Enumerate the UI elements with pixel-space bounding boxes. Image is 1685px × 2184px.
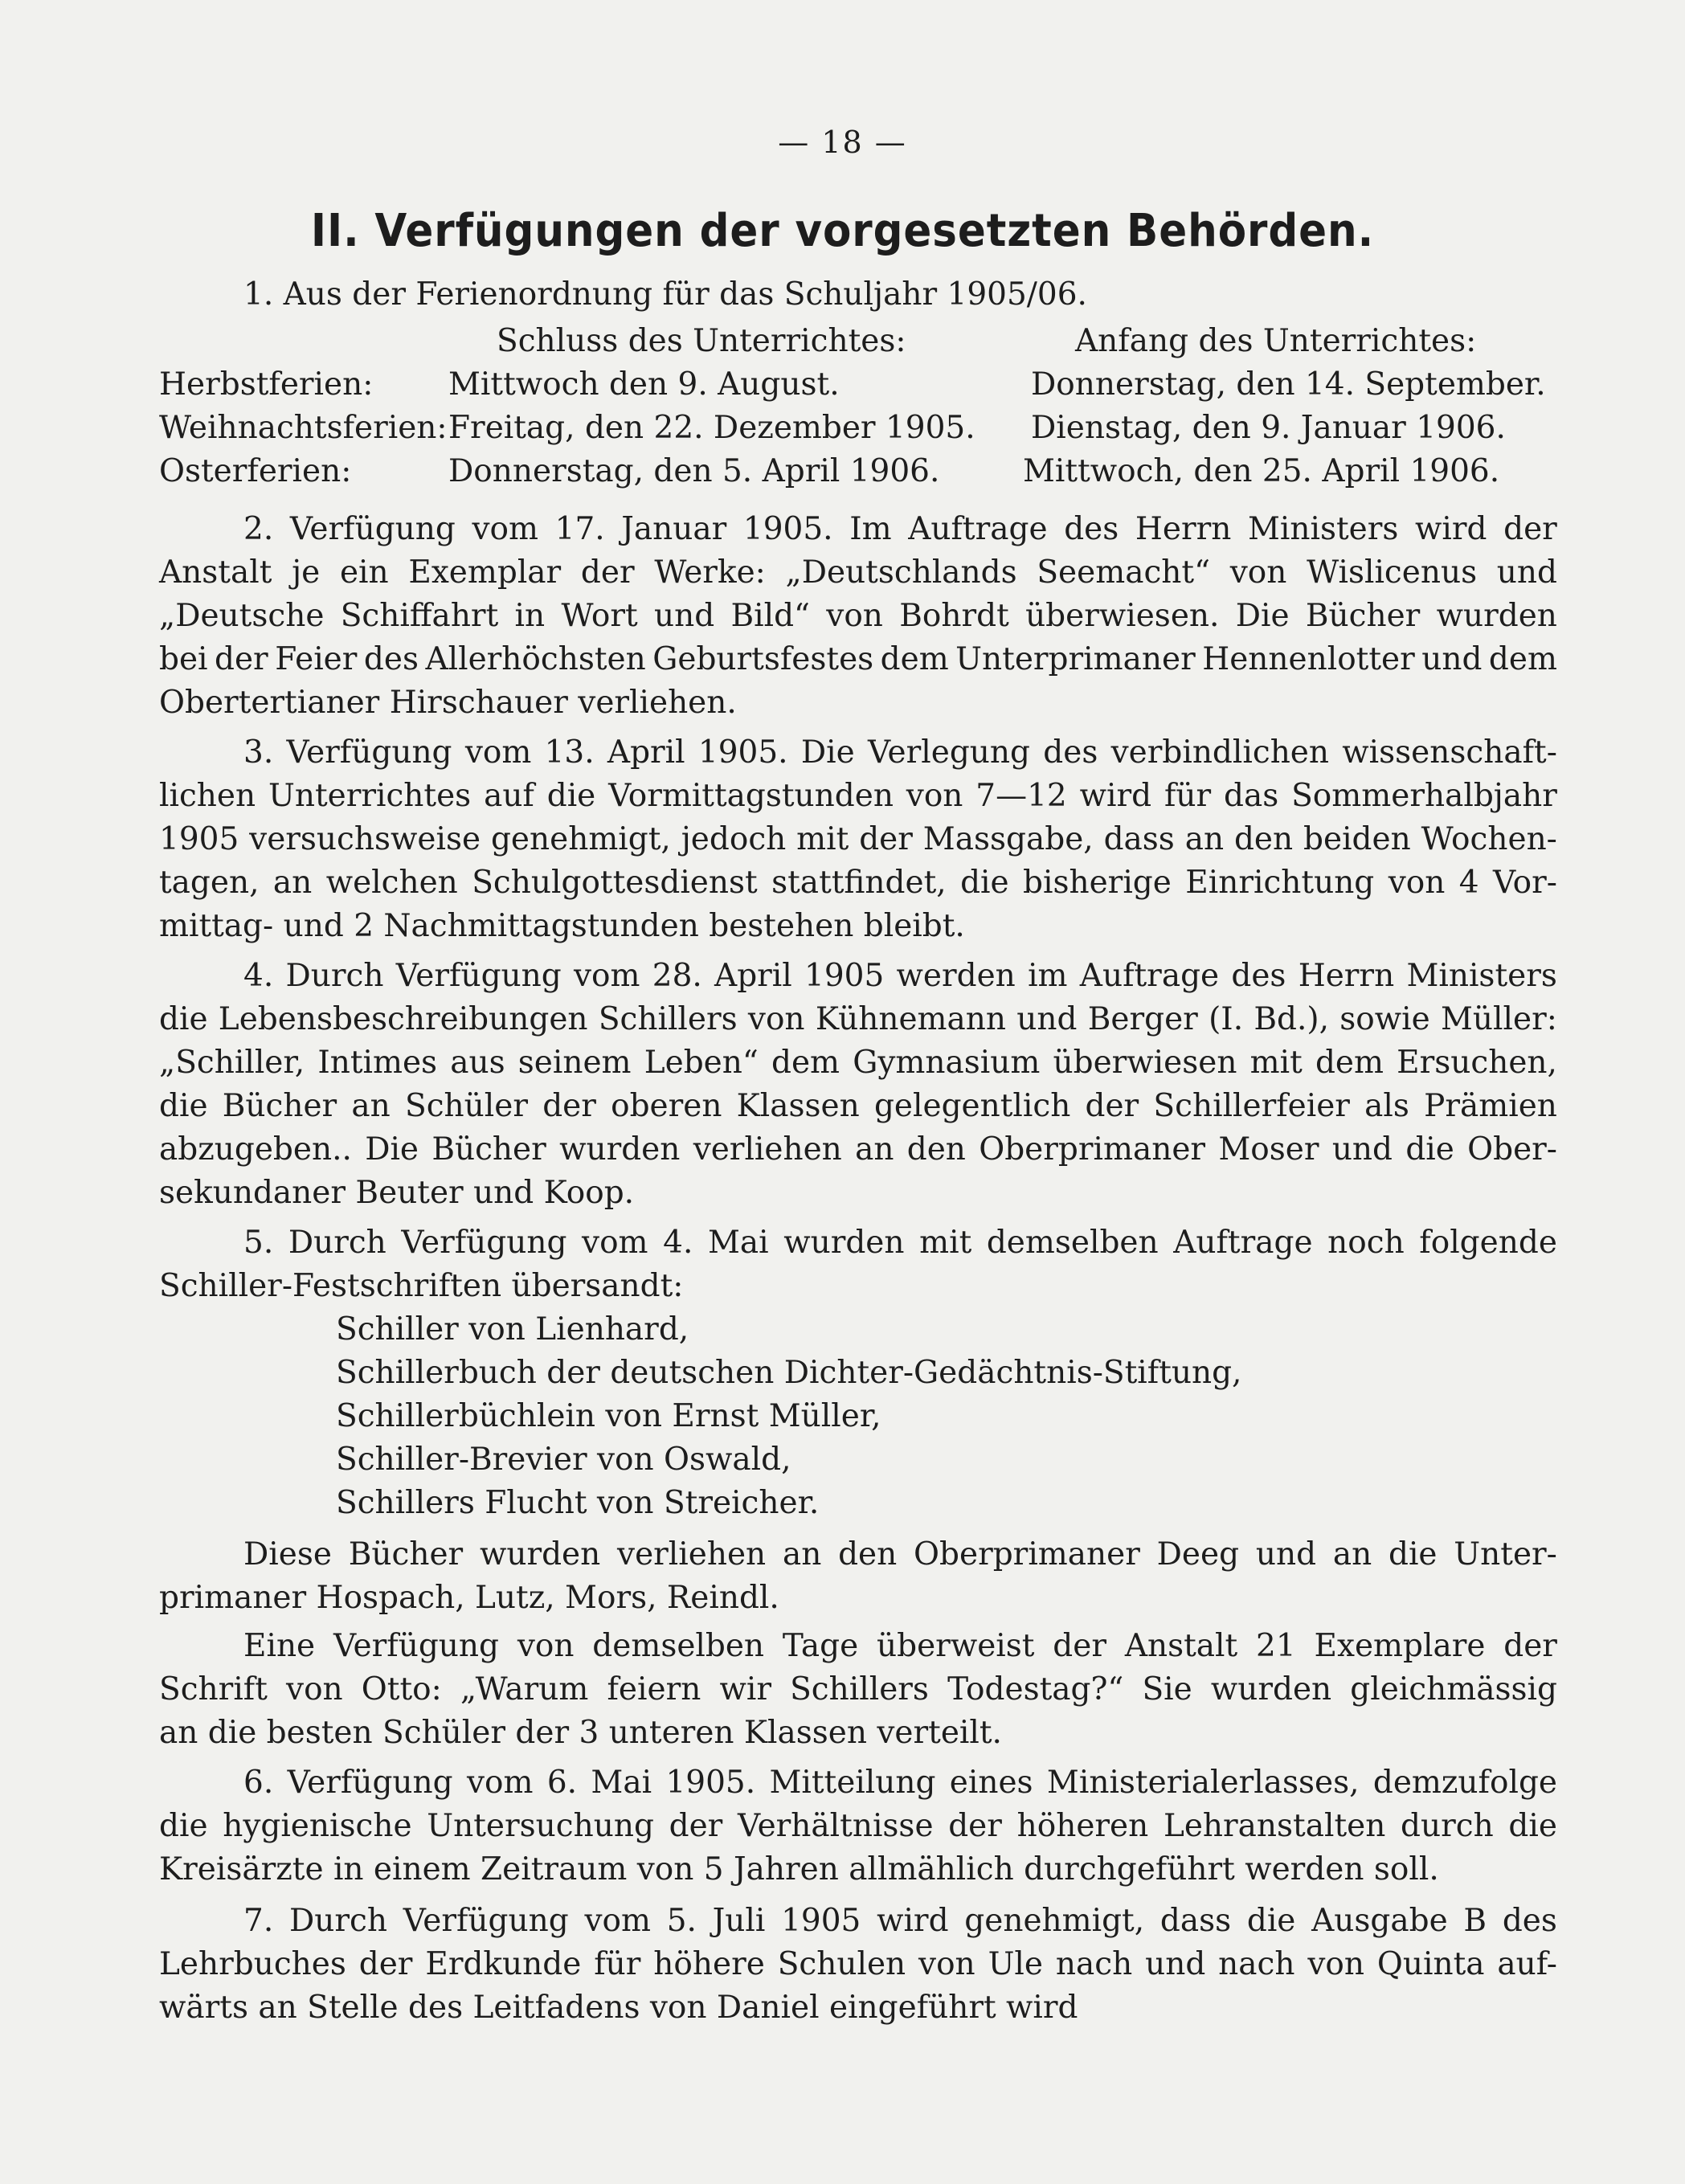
text-line: lichen Unterrichtes auf die Vormittagstunden von 7—12 wird für das Sommerhalbjahr	[159, 778, 1557, 814]
text-line: Kreisärzte in einem Zeitraum von 5 Jahren allmählich durchgeführt werden soll.	[159, 1851, 1439, 1887]
text-line: abzugeben.. Die Bücher wurden verliehen an den Oberprimaner Moser und die Ober-	[159, 1131, 1557, 1168]
holiday-end: Mittwoch den 9. August.	[448, 366, 840, 403]
holiday-start: Dienstag, den 9. Januar 1906.	[1031, 410, 1506, 446]
text-line: primaner Hospach, Lutz, Mors, Reindl.	[159, 1580, 779, 1616]
text-line: sekundaner Beuter und Koop.	[159, 1175, 635, 1211]
holiday-label: Weihnachtsferien:	[159, 410, 448, 446]
text-line: tagen, an welchen Schulgottesdienst stattfindet, die bisherige Einrichtung von 4 Vor-	[159, 865, 1557, 901]
section-heading: II. Verfügungen der vorgesetzten Behörden.	[310, 205, 1375, 257]
holiday-label: Herbstferien:	[159, 366, 374, 403]
table-row	[159, 363, 1557, 407]
text-line: Schiller-Festschriften übersandt:	[159, 1268, 684, 1304]
item-2	[159, 508, 1557, 725]
text-line: „Schiller, Intimes aus seinem Leben“ dem Gymnasium überwiesen mit dem Ersuchen,	[159, 1045, 1557, 1081]
holiday-end: Donnerstag, den 5. April 1906.	[448, 453, 940, 489]
text-line: Diese Bücher wurden verliehen an den Oberprimaner Deeg und an die Unter-	[243, 1536, 1557, 1573]
col-header-start: Anfang des Unterrichtes:	[1075, 323, 1477, 359]
item-3	[159, 731, 1557, 948]
item-1-title: 1. Aus der Ferienordnung für das Schuljahr 1905/06.	[243, 276, 1087, 313]
text-line: Schrift von Otto: „Warum feiern wir Schillers Todestag?“ Sie wurden gleichmässig	[159, 1671, 1557, 1708]
table-row	[159, 407, 1557, 450]
item-5	[159, 1221, 1557, 1525]
item-5-after	[159, 1533, 1557, 1620]
text-line: die Bücher an Schüler der oberen Klassen gelegentlich der Schillerfeier als Prämien	[159, 1088, 1557, 1124]
list-item: Schillers Flucht von Streicher.	[336, 1485, 820, 1521]
text-line: mittag- und 2 Nachmittagstunden bestehen bleibt.	[159, 908, 965, 944]
list-item: Schiller-Brevier von Oswald,	[336, 1442, 791, 1478]
col-header-end: Schluss des Unterrichtes:	[497, 323, 906, 359]
list-item: Schillerbüchlein von Ernst Müller,	[336, 1398, 881, 1434]
item-5-otto	[159, 1625, 1557, 1755]
text-line: an die besten Schüler der 3 unteren Klassen verteilt.	[159, 1715, 1002, 1751]
holiday-start: Donnerstag, den 14. September.	[1031, 366, 1546, 403]
item-4	[159, 955, 1557, 1215]
list-item: Schiller von Lienhard,	[336, 1311, 689, 1348]
text-line: wärts an Stelle des Leitfadens von Daniel eingeführt wird	[159, 1990, 1078, 2026]
item-1	[159, 273, 1557, 317]
text-line: 3. Verfügung vom 13. April 1905. Die Verlegung des verbindlichen wissenschaft-	[243, 734, 1557, 771]
page-number: — 18 —	[778, 125, 907, 160]
text-line: Obertertianer Hirschauer verliehen.	[159, 685, 737, 721]
text-line: 1905 versuchsweise genehmigt, jedoch mit der Massgabe, dass an den beiden Wochen-	[159, 821, 1557, 857]
text-line: 4. Durch Verfügung vom 28. April 1905 werden im Auftrage des Herrn Ministers	[243, 958, 1557, 994]
text-line: die Lebensbeschreibungen Schillers von Kühnemann und Berger (I. Bd.), sowie Müller:	[159, 1001, 1557, 1037]
text-line: 2. Verfügung vom 17. Januar 1905. Im Auftrage des Herrn Ministers wird der	[243, 511, 1557, 547]
text-line: „Deutsche Schiffahrt in Wort und Bild“ von Bohrdt überwiesen. Die Bücher wurden	[159, 598, 1557, 634]
text-line: 5. Durch Verfügung vom 4. Mai wurden mit demselben Auftrage noch folgende	[243, 1225, 1557, 1261]
item-6	[159, 1761, 1557, 1892]
holiday-table	[159, 320, 1557, 493]
holiday-table-header	[159, 320, 1557, 363]
text-line: die hygienische Untersuchung der Verhältnisse der höheren Lehranstalten durch die	[159, 1808, 1557, 1844]
text-line: Eine Verfügung von demselben Tage überweist der Anstalt 21 Exemplare der	[243, 1628, 1557, 1664]
item-7	[159, 1900, 1557, 2030]
text-line: Lehrbuches der Erdkunde für höhere Schulen von Ule nach und nach von Quinta auf-	[159, 1946, 1557, 1982]
text-line: Anstalt je ein Exemplar der Werke: „Deutschlands Seemacht“ von Wislicenus und	[159, 554, 1557, 591]
list-item: Schillerbuch der deutschen Dichter-Gedächtnis-Stiftung,	[336, 1355, 1242, 1391]
text-line: 6. Verfügung vom 6. Mai 1905. Mitteilung eines Ministerialerlasses, demzufolge	[243, 1765, 1557, 1801]
text-line: 7. Durch Verfügung vom 5. Juli 1905 wird genehmigt, dass die Ausgabe B des	[243, 1903, 1557, 1939]
holiday-label: Osterferien:	[159, 453, 352, 489]
holiday-start: Mittwoch, den 25. April 1906.	[1023, 453, 1500, 489]
text-line: bei der Feier des Allerhöchsten Geburtsfestes dem Unterprimaner Hennenlotter und dem	[159, 641, 1557, 677]
holiday-end: Freitag, den 22. Dezember 1905.	[448, 410, 975, 446]
table-row	[159, 450, 1557, 493]
